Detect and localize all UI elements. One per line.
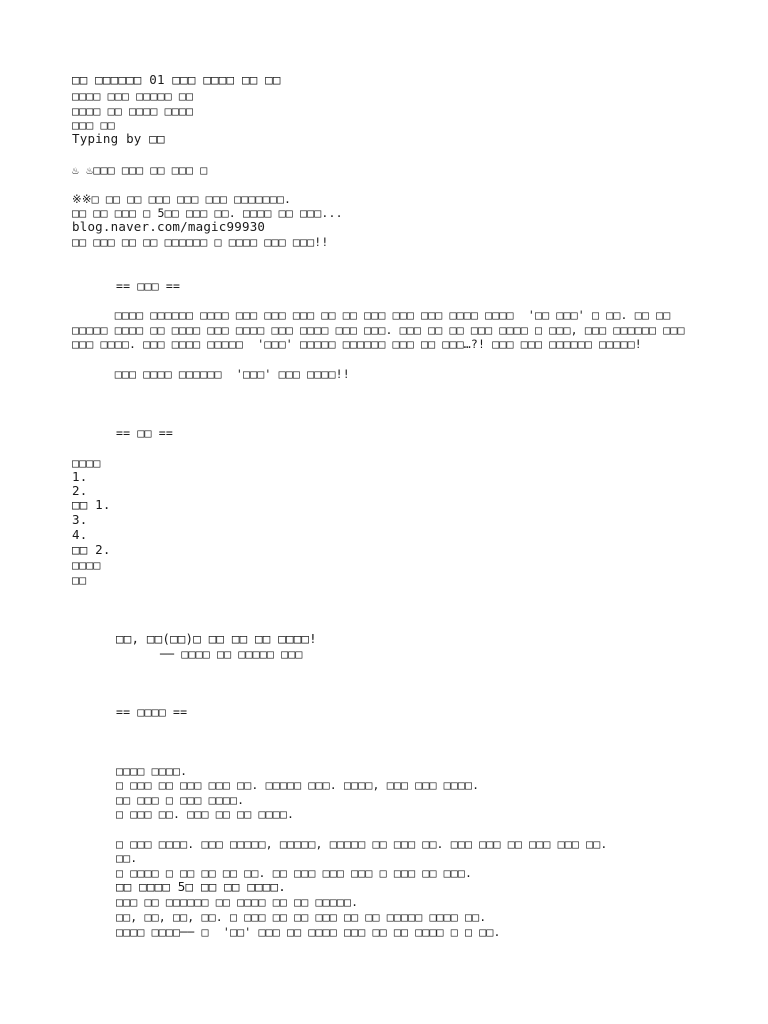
toc-item[interactable]: □□ 2. xyxy=(72,542,111,557)
blog-link[interactable]: blog.naver.com/magic99930 xyxy=(72,219,266,234)
prologue-line: □□□ □□ □□□□□□ □□ □□□□ □□ □□ □□□□□. xyxy=(116,895,359,909)
toc-item[interactable]: □□ 1. xyxy=(72,497,111,512)
toc-item[interactable]: □□ xyxy=(72,573,87,587)
notice-line-3: □□ □□□ □□ □□ □□□□□□ □ □□□□ □□□ □□□!! xyxy=(72,235,329,249)
prologue-line: □□□□ □□□□. xyxy=(116,764,188,778)
toc-heading: == □□ == xyxy=(116,426,173,440)
toc-item[interactable]: □□□□ xyxy=(72,456,101,470)
toc-item[interactable]: 1. xyxy=(72,469,88,484)
prologue-line: □□ □□□□ 5□ □□ □□ □□□□. xyxy=(116,879,286,894)
intro-heading: == □□□ == xyxy=(116,279,181,293)
prologue-heading: == □□□□ == xyxy=(116,705,188,719)
epigraph-attribution: ── □□□□ □□ □□□□□ □□□ xyxy=(160,647,303,661)
prologue-line: □ □□□□ □ □□ □□ □□ □□. □□ □□□ □□□ □□□ □ □□□ □□ □□□. xyxy=(116,866,473,880)
toc-item[interactable]: □□□□ xyxy=(72,558,101,572)
typing-credit: Typing by □□ xyxy=(72,131,165,146)
epigraph-quote: □□, □□(□□)□ □□ □□ □□ □□□□! xyxy=(116,631,317,646)
header-line-2: □□□□ □□□ □□□□□ □□ xyxy=(72,89,194,103)
notice-stars: ♨ ♨□□□ □□□ □□ □□□ □ xyxy=(72,163,208,177)
prologue-line: □□ □□□ □ □□□ □□□□. xyxy=(116,793,245,807)
prologue-line: □ □□□ □□□□. □□□ □□□□□, □□□□□, □□□□□ □□ □□□ □□. □□□ □□□ □□ □□□ □□□ □□. xyxy=(116,837,608,851)
header-line-1: □□ □□□□□□ 01 □□□ □□□□ □□ □□ xyxy=(72,72,281,87)
intro-paragraph-2: □□□ □□□□ □□□□□□ '□□□' □□□ □□□□!! xyxy=(72,367,350,381)
toc-item[interactable]: 2. xyxy=(72,483,88,498)
prologue-line: □□, □□, □□, □□. □ □□□ □□ □□ □□□ □□ □□ □□□□□ □□□□ □□. xyxy=(116,910,487,924)
header-line-3: □□□□ □□ □□□□ □□□□ xyxy=(72,104,194,118)
prologue-line: □ □□□ □□ □□□ □□□ □□. □□□□□ □□□. □□□□, □□□ □□□ □□□□. xyxy=(116,778,480,792)
header-line-4: □□□ □□ xyxy=(72,118,115,132)
prologue-line: □□. xyxy=(116,851,138,865)
notice-line-1: ※※□ □□ □□ □□□ □□□ □□□ □□□□□□□. xyxy=(72,192,292,206)
toc-item[interactable]: 4. xyxy=(72,527,88,542)
prologue-line: □□□□ □□□□── □ '□□' □□□ □□ □□□□ □□□ □□ □□ □□□□ □ □ □□. xyxy=(116,925,501,939)
intro-paragraph-1: □□□□ □□□□□□ □□□□ □□□ □□□ □□□ □□ □□ □□□ □□□ □□□ □□□□ □□□□ '□□ □□□' □ □□. □□ □□ □□□□□ □□□□ □□ □□□□ □□□ □□□□ □□□ □□□□ □□□ □□□. □□□ □□ □□ □□□ □□□□ □ □□□, □□□ □□□□□□ □□□ □□□ □□□□. □□□ □□□□ □□□□□ '□□□' □□□□□ □□□□□□ □□□ □□ □□□…?! □□□ □□□ □□□□□□ □□□□□! xyxy=(72,308,692,351)
toc-item[interactable]: 3. xyxy=(72,512,88,527)
prologue-line: □ □□□ □□. □□□ □□ □□ □□□□. xyxy=(116,807,295,821)
notice-line-2: □□ □□ □□□ □ 5□□ □□□ □□. □□□□ □□ □□□... xyxy=(72,206,343,220)
